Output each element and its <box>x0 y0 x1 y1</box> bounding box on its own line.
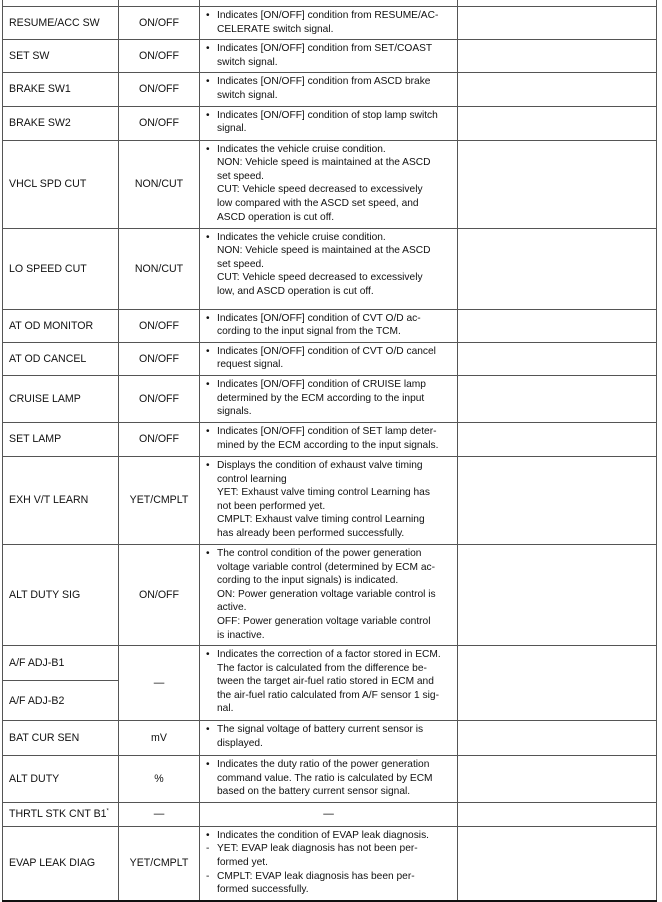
description <box>200 646 458 721</box>
remarks-cell <box>458 140 657 228</box>
table-row <box>3 140 657 228</box>
desc-line: set speed. <box>217 170 265 182</box>
bullet-icon: • <box>206 143 210 155</box>
description-bullet <box>206 75 454 102</box>
description-bullet <box>206 378 454 419</box>
desc-line: CUT: Vehicle speed decreased to excessively <box>217 184 423 196</box>
item-name: ALT DUTY SIG <box>3 544 119 645</box>
description-bullet <box>206 312 454 339</box>
description-bullet <box>206 842 454 869</box>
remarks-cell <box>458 309 657 342</box>
desc-line: is inactive. <box>217 629 265 641</box>
table-row <box>3 7 657 40</box>
desc-line: Indicates [ON/OFF] condition from ASCD brake <box>217 76 431 88</box>
desc-line: cording to the input signals) is indicated. <box>217 575 399 587</box>
remarks-cell <box>458 106 657 140</box>
condition: YET/CMPLT <box>119 456 200 544</box>
item-name: ALT DUTY <box>3 756 119 803</box>
table-row <box>3 826 657 900</box>
condition: — <box>119 646 200 721</box>
description-bullet <box>206 547 454 642</box>
desc-line: low, and ASCD operation is cut off. <box>217 285 374 297</box>
desc-line: voltage variable control (determined by ECM ac- <box>217 561 435 573</box>
desc-line: Indicates the vehicle cruise condition. <box>217 143 386 155</box>
remarks-cell <box>458 342 657 375</box>
desc-line: switch signal. <box>217 56 278 68</box>
description <box>200 140 458 228</box>
desc-line: The control condition of the power generation <box>217 547 422 559</box>
item-name: EXH V/T LEARN <box>3 456 119 544</box>
item-name <box>3 802 119 826</box>
desc-line: Indicates the condition of EVAP leak diagnosis. <box>217 829 429 841</box>
remarks-cell <box>458 375 657 422</box>
bullet-icon: - <box>206 843 210 855</box>
table-row <box>3 456 657 544</box>
description-bullet <box>206 143 454 225</box>
bullet-icon: • <box>206 459 210 471</box>
condition: ON/OFF <box>119 342 200 375</box>
table-row <box>3 375 657 422</box>
item-name: SET SW <box>3 40 119 73</box>
condition: mV <box>119 721 200 756</box>
table-row <box>3 73 657 106</box>
description-bullet <box>206 723 454 750</box>
item-name: LO SPEED CUT <box>3 228 119 309</box>
remarks-cell <box>458 721 657 756</box>
bullet-icon: • <box>206 231 210 243</box>
description <box>200 309 458 342</box>
desc-line: the air-fuel ratio calculated from A/F sensor 1 sig- <box>217 689 439 701</box>
desc-line: Indicates the correction of a factor stored in ECM. <box>217 649 441 661</box>
table-row <box>3 756 657 803</box>
condition: YET/CMPLT <box>119 826 200 900</box>
item-label: THRTL STK CNT B1 <box>9 808 107 821</box>
bullet-icon: • <box>206 724 210 736</box>
desc-line: not been performed yet. <box>217 500 326 512</box>
desc-line: active. <box>217 602 247 614</box>
desc-line: based on the battery current sensor signal. <box>217 786 411 798</box>
desc-line: ON: Power generation voltage variable control is <box>217 588 436 600</box>
desc-line: mined by the ECM according to the input signals. <box>217 439 439 451</box>
desc-line: low compared with the ASCD set speed, and <box>217 197 419 209</box>
bullet-icon: • <box>206 425 210 437</box>
description-bullet <box>206 870 454 897</box>
bullet-icon: • <box>206 649 210 661</box>
bullet-icon: • <box>206 345 210 357</box>
remarks-cell <box>458 228 657 309</box>
table-row <box>3 342 657 375</box>
desc-line: NON: Vehicle speed is maintained at the ASCD <box>217 245 431 257</box>
desc-line: YET: EVAP leak diagnosis has not been per- <box>217 843 418 855</box>
desc-line: NON: Vehicle speed is maintained at the ASCD <box>217 157 431 169</box>
description <box>200 721 458 756</box>
item-name: CRUISE LAMP <box>3 375 119 422</box>
bullet-icon: • <box>206 76 210 88</box>
description-bullet <box>206 758 454 799</box>
desc-line: cording to the input signal from the TCM. <box>217 326 401 338</box>
table-row <box>3 802 657 826</box>
item-name: RESUME/ACC SW <box>3 7 119 40</box>
description <box>200 826 458 900</box>
bullet-icon: • <box>206 312 210 324</box>
description-bullet <box>206 9 454 36</box>
item-name: AT OD CANCEL <box>3 342 119 375</box>
desc-line: Indicates the duty ratio of the power generation <box>217 759 430 771</box>
description-bullet <box>206 648 454 716</box>
table-row <box>3 422 657 456</box>
condition: ON/OFF <box>119 544 200 645</box>
desc-line: CMPLT: Exhaust valve timing control Learning <box>217 514 425 526</box>
bullet-icon: • <box>206 10 210 21</box>
desc-line: Indicates [ON/OFF] condition of SET lamp deter- <box>217 425 437 437</box>
remarks-cell <box>458 456 657 544</box>
description-bullet <box>206 109 454 136</box>
desc-line: CUT: Vehicle speed decreased to excessively <box>217 272 423 284</box>
bullet-icon: • <box>206 547 210 559</box>
description <box>200 73 458 106</box>
description <box>200 7 458 40</box>
table-row <box>3 228 657 309</box>
desc-line: The signal voltage of battery current sensor is <box>217 724 424 736</box>
description-bullet <box>206 231 454 299</box>
table-row <box>3 544 657 645</box>
description <box>200 375 458 422</box>
table-row <box>3 40 657 73</box>
desc-line: signals. <box>217 406 252 418</box>
description <box>200 106 458 140</box>
remarks-cell <box>458 646 657 721</box>
item-name: A/F ADJ-B1 <box>3 646 119 681</box>
bullet-icon: • <box>206 378 210 390</box>
item-name: AT OD MONITOR <box>3 309 119 342</box>
desc-line: Indicates [ON/OFF] condition from SET/COAST <box>217 43 433 55</box>
item-name: BRAKE SW2 <box>3 106 119 140</box>
desc-line: displayed. <box>217 737 263 749</box>
table-row <box>3 106 657 140</box>
remarks-cell <box>458 756 657 803</box>
bullet-icon: • <box>206 109 210 121</box>
desc-line: nal. <box>217 703 234 715</box>
desc-line: determined by the ECM according to the input <box>217 392 425 404</box>
table-body <box>3 0 657 901</box>
condition: ON/OFF <box>119 40 200 73</box>
description-bullet <box>206 829 454 843</box>
desc-line: ASCD operation is cut off. <box>217 211 335 223</box>
description <box>200 422 458 456</box>
desc-line: CMPLT: EVAP leak diagnosis has been per- <box>217 870 415 882</box>
item-name: A/F ADJ-B2 <box>3 681 119 721</box>
data-monitor-table <box>2 0 657 902</box>
description-bullet <box>206 42 454 69</box>
bullet-icon: • <box>206 829 210 841</box>
desc-line: set speed. <box>217 258 265 270</box>
desc-line: OFF: Power generation voltage variable control <box>217 615 431 627</box>
desc-line: switch signal. <box>217 89 278 101</box>
table-row <box>3 721 657 756</box>
condition: ON/OFF <box>119 73 200 106</box>
desc-line: signal. <box>217 123 247 135</box>
remarks-cell <box>458 826 657 900</box>
desc-line: Displays the condition of exhaust valve timing <box>217 459 423 471</box>
description <box>200 756 458 803</box>
desc-line: Indicates [ON/OFF] condition of CVT O/D cancel <box>217 345 436 357</box>
bullet-icon: • <box>206 43 210 55</box>
condition: NON/CUT <box>119 228 200 309</box>
condition: ON/OFF <box>119 309 200 342</box>
description-bullet <box>206 459 454 541</box>
remarks-cell <box>458 7 657 40</box>
desc-line: Indicates [ON/OFF] condition of stop lamp switch <box>217 109 438 121</box>
desc-line: Indicates [ON/OFF] condition from RESUME/AC- <box>217 10 439 21</box>
item-name: EVAP LEAK DIAG <box>3 826 119 900</box>
desc-line: CELERATE switch signal. <box>217 23 334 35</box>
condition: ON/OFF <box>119 422 200 456</box>
desc-line: tween the target air-fuel ratio stored in ECM and <box>217 676 434 688</box>
remarks-cell <box>458 422 657 456</box>
table-row <box>3 646 657 681</box>
remarks-cell <box>458 802 657 826</box>
condition: NON/CUT <box>119 140 200 228</box>
description <box>200 342 458 375</box>
description <box>200 544 458 645</box>
desc-line: command value. The ratio is calculated by ECM <box>217 772 433 784</box>
condition: — <box>119 802 200 826</box>
description <box>200 456 458 544</box>
desc-line: has already been performed successfully. <box>217 527 405 539</box>
condition: ON/OFF <box>119 106 200 140</box>
item-name: SET LAMP <box>3 422 119 456</box>
item-name: VHCL SPD CUT <box>3 140 119 228</box>
condition: ON/OFF <box>119 375 200 422</box>
desc-line: formed successfully. <box>217 884 309 896</box>
condition: ON/OFF <box>119 7 200 40</box>
desc-line: Indicates [ON/OFF] condition of CRUISE lamp <box>217 378 426 390</box>
table-row <box>3 309 657 342</box>
footnote-marker: * <box>106 808 109 815</box>
desc-line: formed yet. <box>217 857 268 869</box>
desc-line: Indicates [ON/OFF] condition of CVT O/D ac- <box>217 312 421 324</box>
desc-line: YET: Exhaust valve timing control Learning has <box>217 487 430 499</box>
desc-line: request signal. <box>217 359 284 371</box>
description-bullet <box>206 345 454 372</box>
item-name: BRAKE SW1 <box>3 73 119 106</box>
description: — <box>200 802 458 826</box>
condition: % <box>119 756 200 803</box>
item-name: BAT CUR SEN <box>3 721 119 756</box>
bullet-icon: • <box>206 759 210 771</box>
description-bullet <box>206 425 454 452</box>
bullet-icon: - <box>206 870 210 882</box>
desc-line: Indicates the vehicle cruise condition. <box>217 231 386 243</box>
description <box>200 228 458 309</box>
remarks-cell <box>458 40 657 73</box>
description <box>200 40 458 73</box>
desc-line: control learning <box>217 473 287 485</box>
remarks-cell <box>458 73 657 106</box>
remarks-cell <box>458 544 657 645</box>
desc-line: The factor is calculated from the difference be- <box>217 662 427 674</box>
